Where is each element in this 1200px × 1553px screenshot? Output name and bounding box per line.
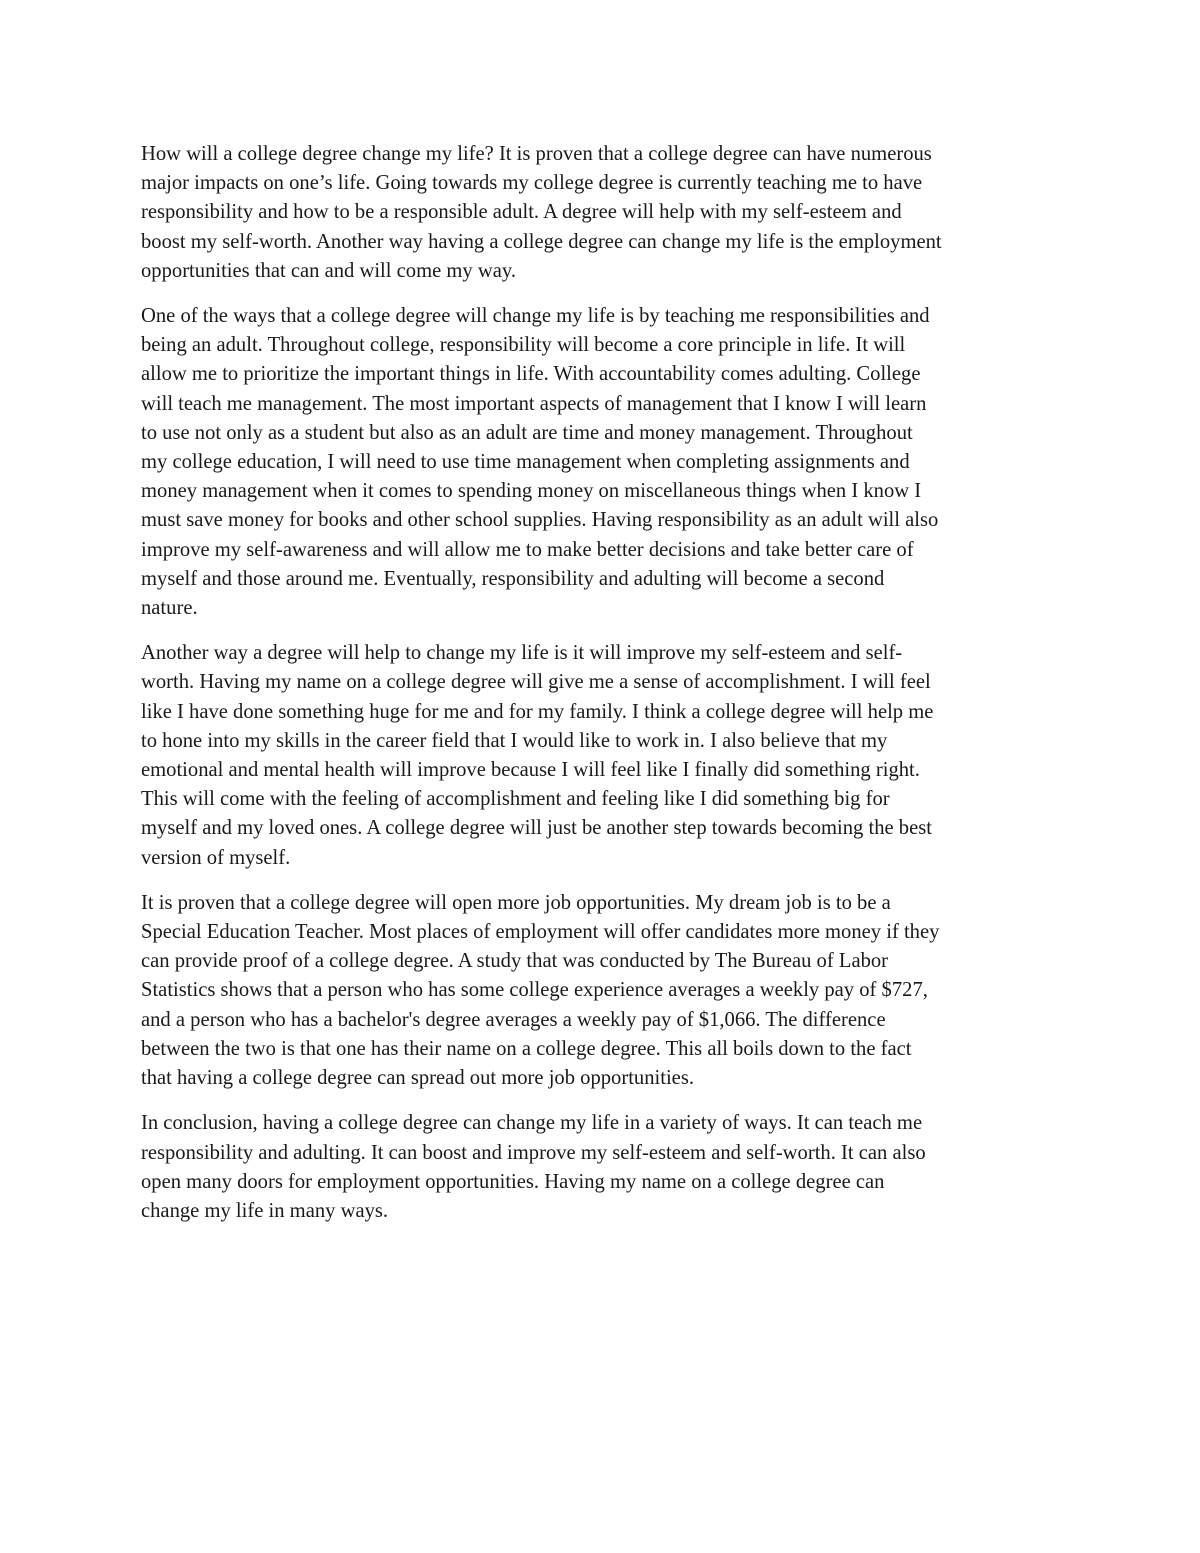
text-line: myself and those around me. Eventually, responsibility and adulting will become a second [141,567,885,590]
text-line: One of the ways that a college degree will change my life is by teaching me responsibilities and [141,305,930,328]
text-line: will teach me management. The most important aspects of management that I know I will learn [141,392,927,415]
text-line: This will come with the feeling of accomplishment and feeling like I did something big for [141,788,890,811]
paragraph-conclusion [141,1109,1066,1226]
text-line: Statistics shows that a person who has some college experience averages a weekly pay of $727, [141,979,928,1002]
text-line: and a person who has a bachelor's degree averages a weekly pay of $1,066. The difference [141,1008,886,1031]
text-line: to hone into my skills in the career field that I would like to work in. I also believe that my [141,729,888,752]
text-line: Another way a degree will help to change my life is it will improve my self-esteem and self- [141,642,903,665]
text-line: In conclusion, having a college degree can change my life in a variety of ways. It can teach me [141,1112,923,1135]
text-line: Special Education Teacher. Most places of employment will offer candidates more money if they [141,921,940,944]
text-line: emotional and mental health will improve because I will feel like I finally did something right. [141,759,920,782]
text-line: myself and my loved ones. A college degree will just be another step towards becoming the best [141,817,932,840]
text-line: that having a college degree can spread out more job opportunities. [141,1067,694,1090]
paragraph-intro [141,140,1066,286]
text-line: like I have done something huge for me and for my family. I think a college degree will help me [141,700,934,723]
text-line: opportunities that can and will come my way. [141,259,516,282]
text-line: How will a college degree change my life? It is proven that a college degree can have numerous [141,143,932,165]
text-line: my college education, I will need to use time management when completing assignments and [141,451,910,474]
text-line: worth. Having my name on a college degree will give me a sense of accomplishment. I will feel [141,671,931,694]
text-line: version of myself. [141,846,291,869]
text-line: major impacts on one’s life. Going towards my college degree is currently teaching me to have [141,172,923,195]
paragraph-responsibility [141,302,1066,623]
paragraph-self-esteem [141,639,1066,873]
text-line: boost my self-worth. Another way having a college degree can change my life is the employment [141,230,942,253]
text-line: nature. [141,597,198,620]
text-line: change my life in many ways. [141,1199,389,1222]
document-body [141,140,1066,1242]
text-line: open many doors for employment opportunities. Having my name on a college degree can [141,1170,885,1193]
text-line: to use not only as a student but also as an adult are time and money management. Throughout [141,421,913,444]
text-line: must save money for books and other school supplies. Having responsibility as an adult will also [141,509,939,532]
text-line: between the two is that one has their name on a college degree. This all boils down to the fact [141,1037,912,1060]
text-line: improve my self-awareness and will allow me to make better decisions and take better care of [141,538,914,561]
text-line: responsibility and how to be a responsible adult. A degree will help with my self-esteem and [141,201,902,224]
text-line: allow me to prioritize the important things in life. With accountability comes adulting. College [141,363,921,386]
text-line: responsibility and adulting. It can boost and improve my self-esteem and self-worth. It can also [141,1141,926,1164]
text-line: money management when it comes to spending money on miscellaneous things when I know I [141,480,922,503]
text-line: being an adult. Throughout college, responsibility will become a core principle in life. It will [141,334,906,357]
paragraph-job-opportunities [141,889,1066,1093]
text-line: It is proven that a college degree will open more job opportunities. My dream job is to be a [141,891,891,914]
text-line: can provide proof of a college degree. A study that was conducted by The Bureau of Labor [141,950,889,973]
